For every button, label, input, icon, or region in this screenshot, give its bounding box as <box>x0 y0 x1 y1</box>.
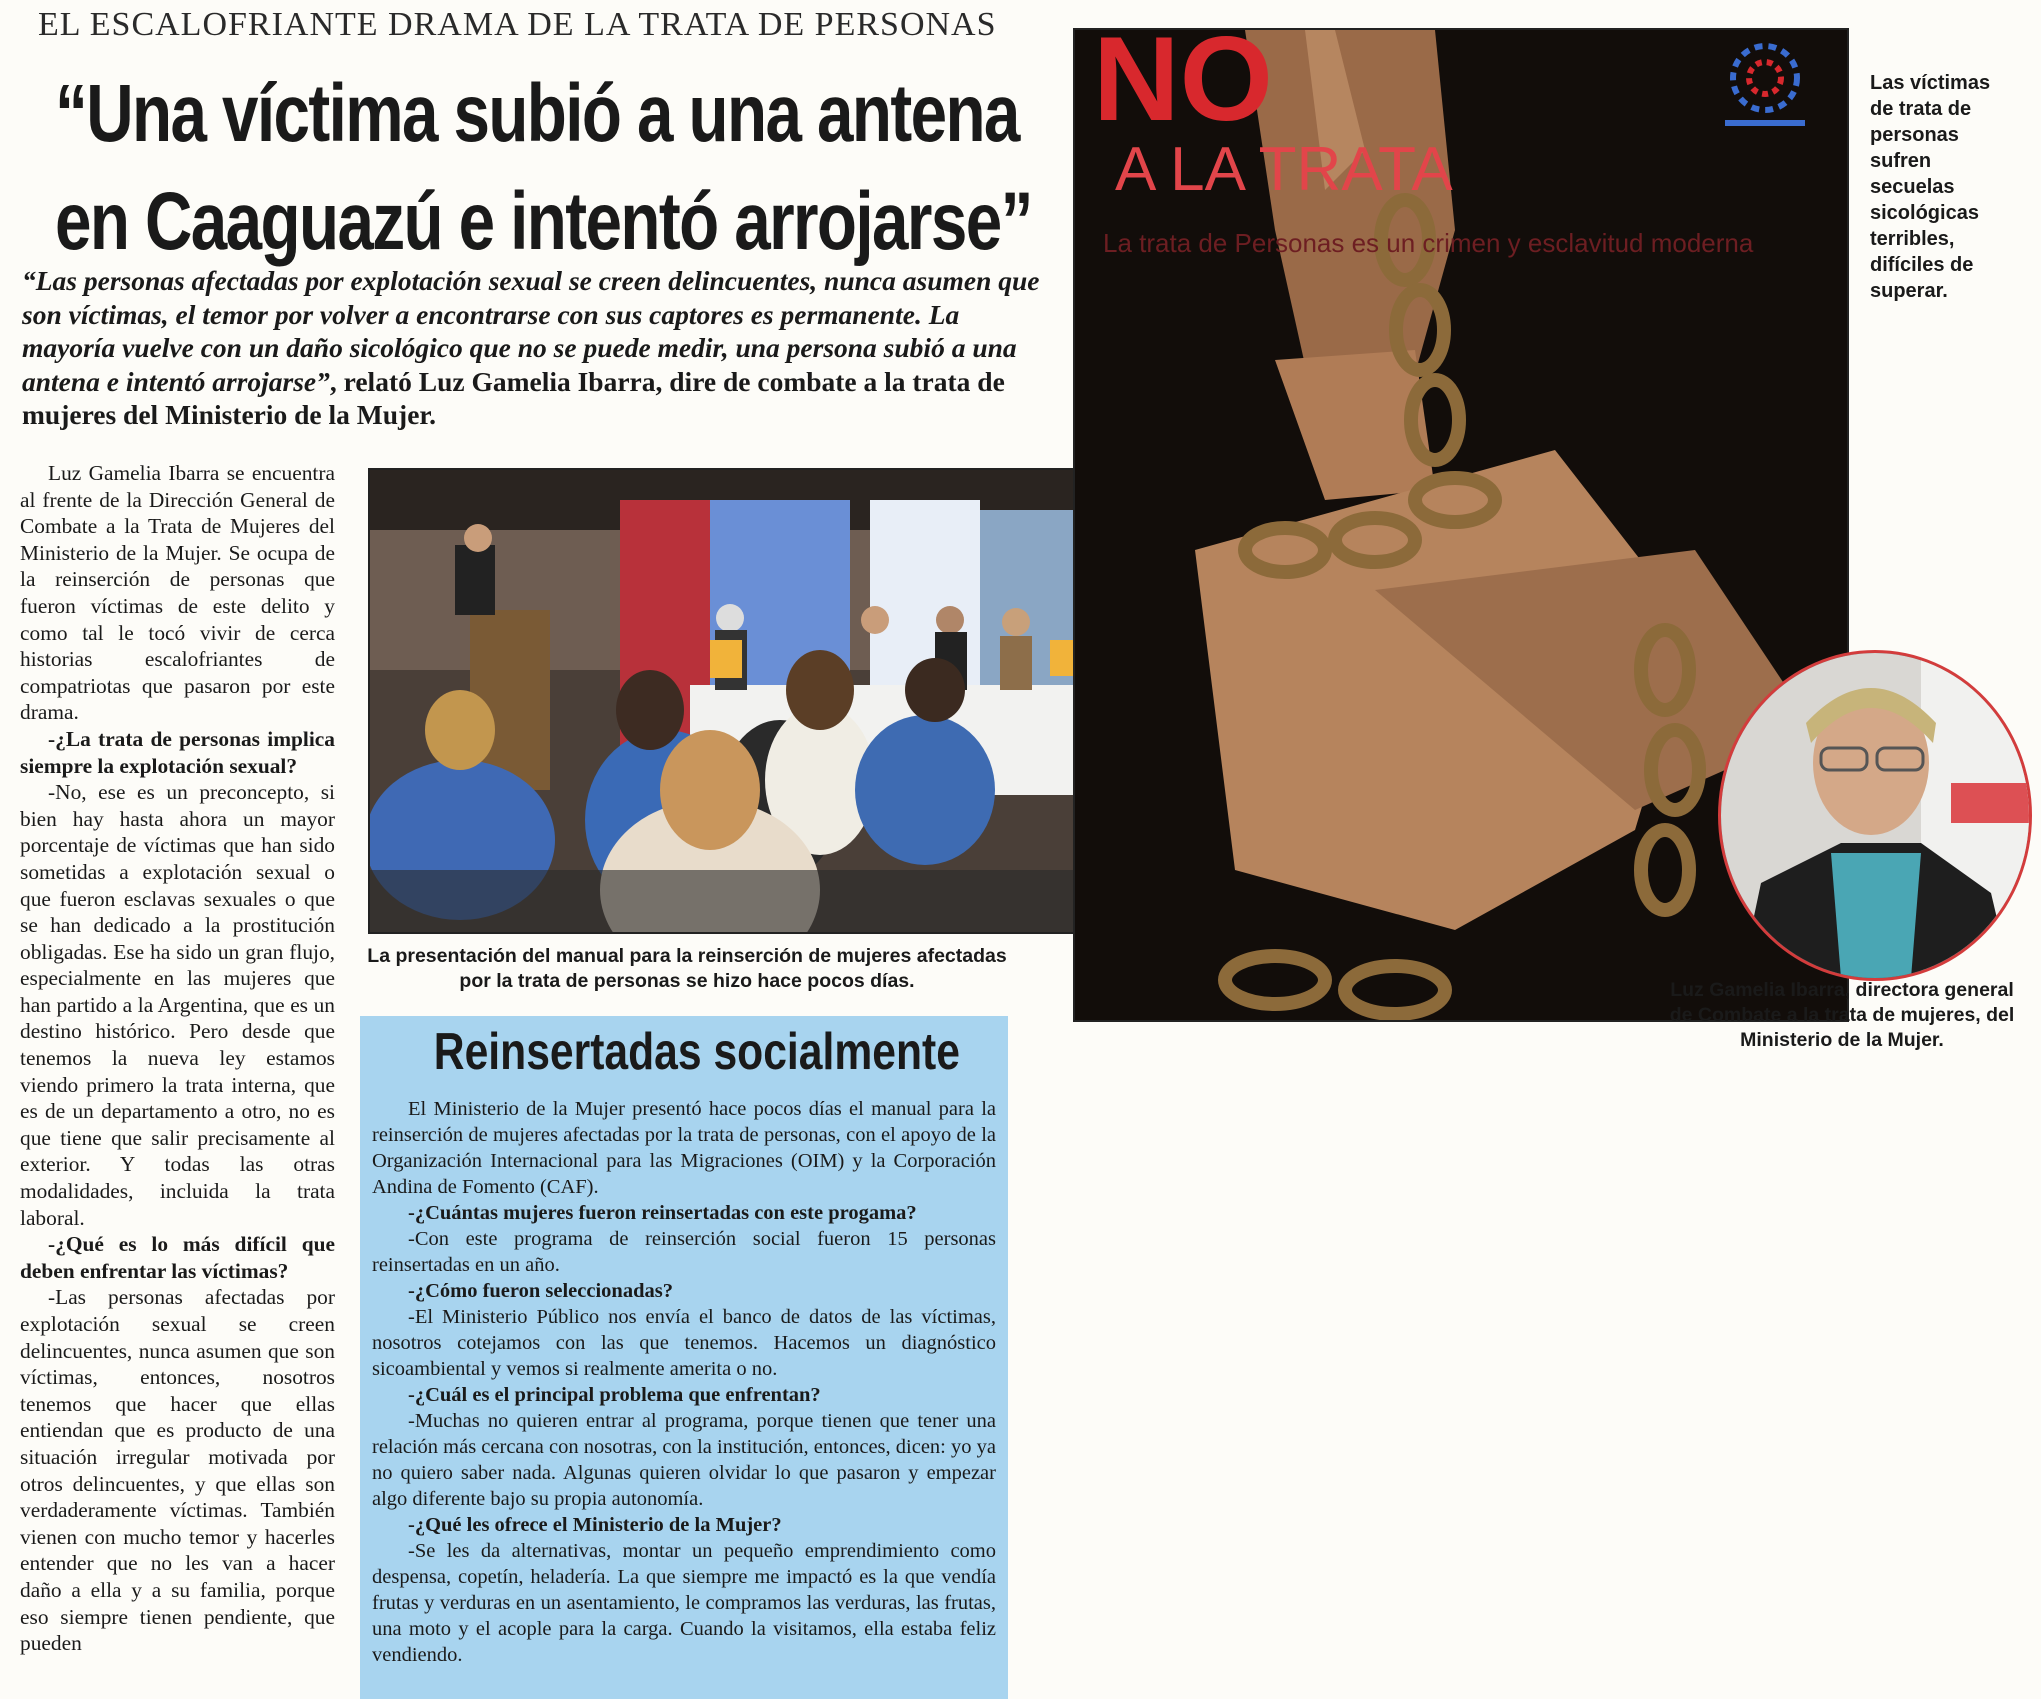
portrait-photo <box>1718 650 2032 981</box>
event-photo <box>368 468 1146 934</box>
sidebar-question-1: -¿Cuántas mujeres fueron reinsertadas con este progama? <box>408 1202 917 1224</box>
lead-attribution: , relató Luz Gamelia Ibarra, dire de combate a la trata de mujeres del Ministerio de la Mujer. <box>22 365 1005 430</box>
event-photo-caption: La presentación del manual para la reinserción de mujeres afectadas por la trata de personas se hizo hace pocos días. <box>367 945 1007 992</box>
sidebar-answer-2: -El Ministerio Público nos envía el banco de datos de las víctimas, nosotros cotejamos con las que tenemos. Hacemos un diagnóstico sicoambiental y vemos si realmente amerita o no. <box>372 1306 996 1380</box>
sidebar-answer-1: -Con este programa de reinserción social fueron 15 personas reinsertadas en un año. <box>372 1228 996 1276</box>
sidebar-question-3: -¿Cuál es el principal problema que enfrentan? <box>408 1384 821 1406</box>
section-kicker: EL ESCALOFRIANTE DRAMA DE LA TRATA DE PERSONAS <box>38 6 997 43</box>
poster-no-text: NO <box>1093 30 1273 146</box>
question-2: -¿Qué es lo más difícil que deben enfrentar las víctimas? <box>20 1232 335 1283</box>
intro-paragraph: Luz Gamelia Ibarra se encuentra al frente de la Dirección General de Combate a la Trata de Mujeres del Ministerio de la Mujer. Se ocupa de la reinserción de personas que fueron víctimas de este delito y como tal le tocó vivir de cerca historias escalofriantes de compatriotas que pasaron por este drama. <box>20 461 335 725</box>
sidebar-body <box>372 1096 996 1668</box>
answer-1: -No, ese es un preconcepto, si bien hay hasta ahora un mayor porcentaje de víctimas que han sido sometidas a explotación sexual o que fueron esclavas sexuales o que se han dedicado a la prostitución obligadas. Ese ha sido un gran flujo, especialmente en las mujeres que han partido a la Argentina, que es un destino histórico. Pero desde que tenemos la nueva ley estamos viendo primero la trata interna, que es de un departamento a otro, no es que tiene que salir precisamente al exterior. Y todas las otras modalidades, incluida la trata laboral. <box>20 780 335 1230</box>
event-photo-image <box>370 470 1144 932</box>
lead-paragraph <box>22 264 1052 432</box>
sidebar-answer-4: -Se les da alternativas, montar un pequeño emprendimiento como despensa, copetín, heladería. La que siempre me impactó es la que vendía frutas y verduras en un asentamiento, le compramos las verduras, las frutas, una moto y el acople para la carga. Cuando la visitamos, ella estaba feliz vendiendo. <box>372 1540 996 1666</box>
portrait-caption: Luz Gamelia Ibarra, directora general de Combate a la trata de mujeres, del Ministerio de la Mujer. <box>1669 979 2015 1051</box>
headline-line-2: en Caaguazú e intentó arrojarse” <box>55 176 1032 267</box>
lead-quote: “Las personas afectadas por explotación sexual se creen delincuentes, nunca asumen que son víctimas, el temor por volver a encontrarse con sus captores es permanente. La mayoría vuelve con un daño sicológico que no se puede medir, una persona subió a una antena e intentó arrojarse” <box>22 265 1040 397</box>
sidebar-title: Reinsertadas socialmente <box>433 1023 960 1081</box>
poster-tagline-text: La trata de Personas es un crimen y esclavitud moderna <box>1103 228 1754 258</box>
portrait-image <box>1721 653 2029 978</box>
answer-2: -Las personas afectadas por explotación sexual se creen delincuentes, nunca asumen que son víctimas, entonces, nosotros tenemos que hacer que ellas entiendan que es producto de una situación irregular motivada por otros delincuentes, y que ellas son verdaderamente víctimas. También vienen con mucho temor y hacerles entender que no les van a hacer daño a ella y a su familia, porque eso siempre tienen pendiente, que pueden <box>20 1285 335 1656</box>
sidebar-answer-3: -Muchas no quieren entrar al programa, porque tienen que tener una relación más cercana con nosotras, con la institución, entonces, dicen: yo ya no quiero saber nada. Algunas quieren olvidar lo que pasaron y empezar algo diferente bajo su propia autonomía. <box>372 1410 996 1510</box>
sidebar-question-2: -¿Cómo fueron seleccionadas? <box>408 1280 673 1302</box>
headline <box>55 60 1032 276</box>
question-1: -¿La trata de personas implica siempre la explotación sexual? <box>20 726 335 778</box>
headline-line-1: “Una víctima subió a una antena <box>55 68 1019 159</box>
sidebar-intro: El Ministerio de la Mujer presentó hace pocos días el manual para la reinserción de mujeres afectadas por la trata de personas, con el apoyo de la Organización Internacional para las Migraciones (OIM) y la Corporación Andina de Fomento (CAF). <box>372 1098 996 1198</box>
sidebar-question-4: -¿Qué les ofrece el Ministerio de la Mujer? <box>408 1514 782 1536</box>
poster-a-la-trata-text: A LA TRATA <box>1115 135 1453 204</box>
article-column <box>20 460 335 1657</box>
poster-side-caption: Las víctimas de trata de personas sufren secuelas sicológicas terribles, difíciles de superar. <box>1870 72 1991 302</box>
